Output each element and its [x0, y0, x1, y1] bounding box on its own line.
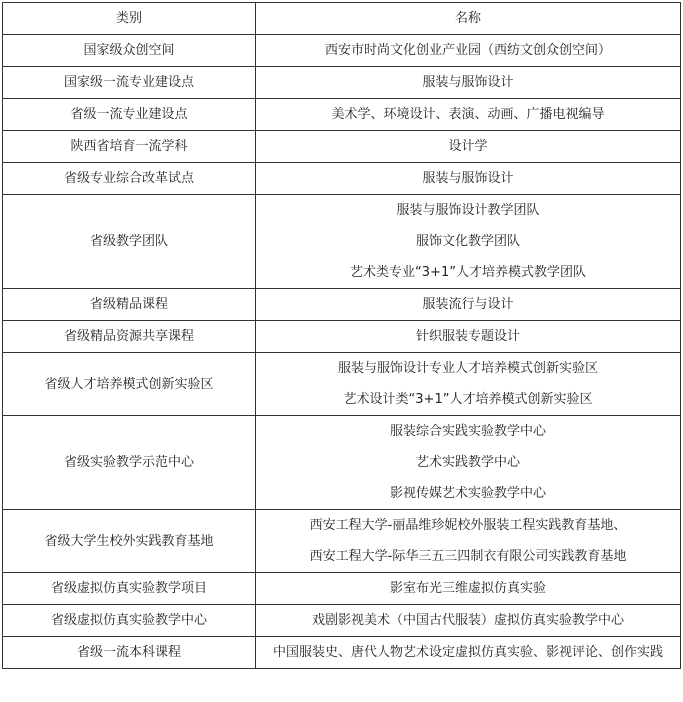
row-category: 省级精品课程	[3, 289, 256, 321]
table-header-row	[3, 3, 681, 35]
row-category: 省级大学生校外实践教育基地	[3, 510, 256, 573]
name-line: 服装与服饰设计	[422, 171, 514, 186]
table-row	[3, 35, 681, 67]
table-row	[3, 99, 681, 131]
row-name	[256, 605, 681, 637]
table-row	[3, 321, 681, 353]
name-line: 中国服装史、唐代人物艺术设定虚拟仿真实验、影视评论、创作实践	[272, 645, 663, 660]
row-category: 国家级一流专业建设点	[3, 67, 256, 99]
name-line: 艺术设计类“3+1”人才培养模式创新实验区	[343, 392, 593, 407]
name-line: 西安工程大学-际华三五三四制衣有限公司实践教育基地	[309, 549, 627, 564]
name-line: 服装综合实践实验教学中心	[389, 424, 546, 439]
row-name	[256, 131, 681, 163]
name-line: 美术学、环境设计、表演、动画、广播电视编导	[331, 107, 605, 122]
table-row	[3, 163, 681, 195]
row-category: 省级一流专业建设点	[3, 99, 256, 131]
name-line: 服装与服饰设计教学团队	[396, 203, 540, 218]
table-row	[3, 573, 681, 605]
row-name	[256, 99, 681, 131]
table-row	[3, 67, 681, 99]
honors-table	[2, 2, 681, 669]
row-name	[256, 35, 681, 67]
table-row	[3, 131, 681, 163]
row-name	[256, 67, 681, 99]
name-line: 服装与服饰设计	[422, 75, 514, 90]
name-line: 戏剧影视美术（中国古代服装）虚拟仿真实验教学中心	[311, 613, 624, 628]
table-row	[3, 289, 681, 321]
name-line: 服装与服饰设计专业人才培养模式创新实验区	[337, 361, 598, 376]
name-line: 西安市时尚文化创业产业园（西纺文创众创空间）	[324, 43, 611, 58]
name-line: 影室布光三维虚拟仿真实验	[389, 581, 546, 596]
name-line: 艺术实践教学中心	[415, 455, 520, 470]
name-line: 设计学	[448, 139, 488, 154]
name-line: 西安工程大学-丽晶维珍妮校外服装工程实践教育基地、	[309, 518, 627, 533]
name-line: 针织服装专题设计	[415, 329, 520, 344]
row-category: 省级一流本科课程	[3, 637, 256, 669]
row-category: 陕西省培育一流学科	[3, 131, 256, 163]
name-line: 服饰文化教学团队	[415, 234, 520, 249]
table-row	[3, 353, 681, 416]
row-category: 省级虚拟仿真实验教学中心	[3, 605, 256, 637]
row-category: 省级专业综合改革试点	[3, 163, 256, 195]
table-row	[3, 195, 681, 289]
row-name	[256, 321, 681, 353]
table-row	[3, 416, 681, 510]
row-category: 省级实验教学示范中心	[3, 416, 256, 510]
name-line: 艺术类专业“3+1”人才培养模式教学团队	[350, 265, 586, 280]
header-category: 类别	[3, 3, 256, 35]
row-name	[256, 637, 681, 669]
name-line: 影视传媒艺术实验教学中心	[389, 486, 546, 501]
row-category: 省级精品资源共享课程	[3, 321, 256, 353]
table-row	[3, 605, 681, 637]
name-line: 服装流行与设计	[422, 297, 514, 312]
row-category: 国家级众创空间	[3, 35, 256, 67]
row-name	[256, 416, 681, 510]
row-category: 省级人才培养模式创新实验区	[3, 353, 256, 416]
header-name: 名称	[256, 3, 681, 35]
row-category: 省级虚拟仿真实验教学项目	[3, 573, 256, 605]
row-name	[256, 163, 681, 195]
row-name	[256, 289, 681, 321]
table-row	[3, 637, 681, 669]
table-row	[3, 510, 681, 573]
row-name	[256, 353, 681, 416]
row-name	[256, 573, 681, 605]
row-name	[256, 510, 681, 573]
row-category: 省级教学团队	[3, 195, 256, 289]
row-name	[256, 195, 681, 289]
